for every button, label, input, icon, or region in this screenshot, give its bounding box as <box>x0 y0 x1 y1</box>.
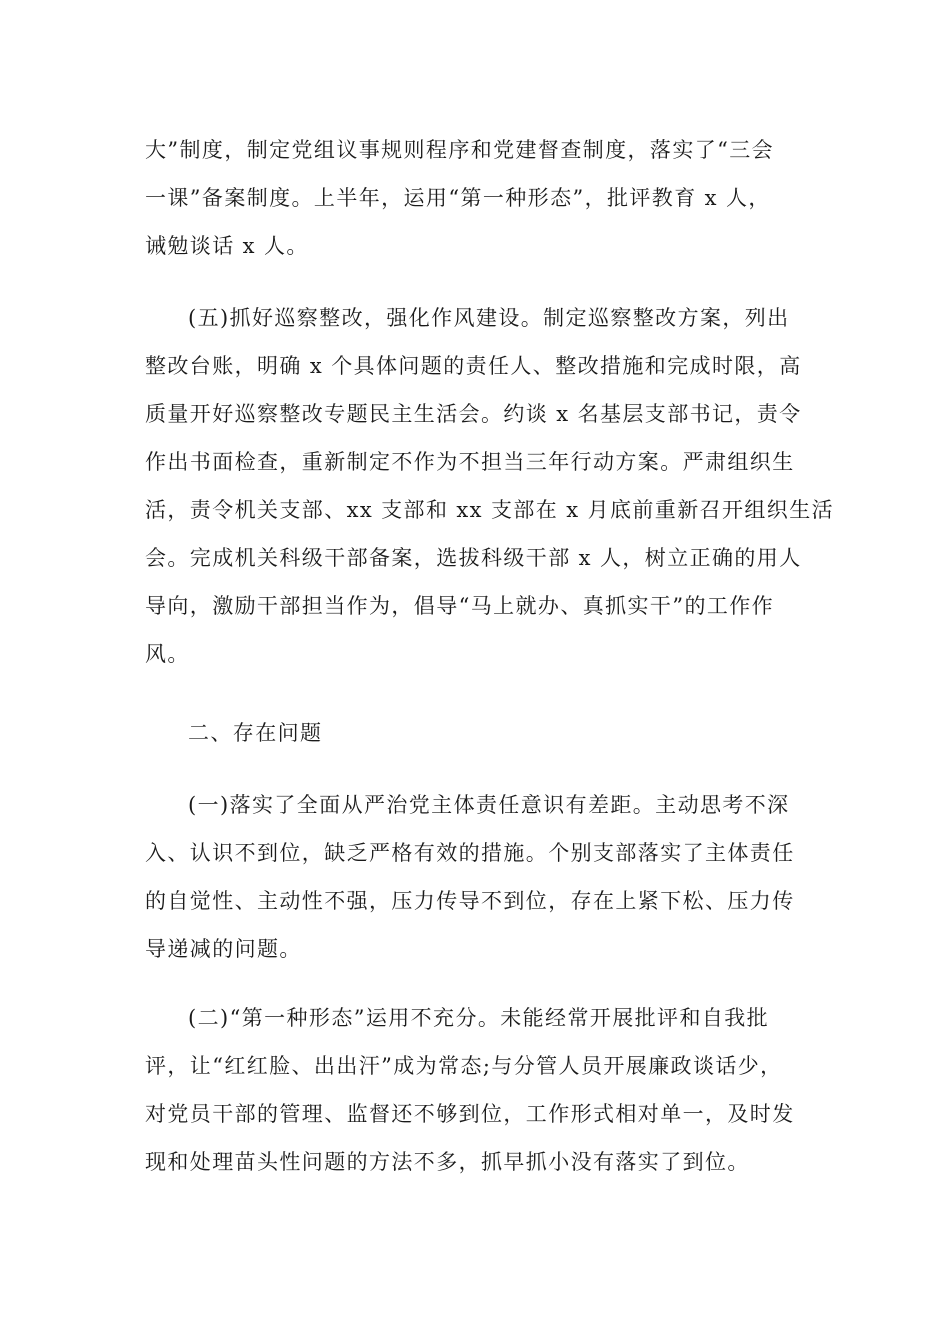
text-line: 整改台账，明确 x 个具体问题的责任人、整改措施和完成时限，高 <box>145 354 802 378</box>
paragraph-4 <box>145 994 810 1186</box>
text-line: 会。完成机关科级干部备案，选拔科级干部 x 人，树立正确的用人 <box>145 546 802 570</box>
text-line: 评，让“红红脸、出出汗”成为常态;与分管人员开展廉政谈话少， <box>145 1054 783 1078</box>
paragraph-3 <box>145 781 810 973</box>
text-line: (二)“第一种形态”运用不充分。未能经常开展批评和自我批 <box>188 1006 770 1030</box>
text-line: 质量开好巡察整改专题民主生活会。约谈 x 名基层支部书记，责令 <box>145 402 802 426</box>
text-line: 现和处理苗头性问题的方法不多，抓早抓小没有落实了到位。 <box>145 1150 750 1174</box>
text-line: 的自觉性、主动性不强，压力传导不到位，存在上紧下松、压力传 <box>145 889 795 913</box>
paragraph-1 <box>145 126 810 270</box>
text-line: 作出书面检查，重新制定不作为不担当三年行动方案。严肃组织生 <box>145 450 795 474</box>
text-line: 大”制度，制定党组议事规则程序和党建督查制度，落实了“三会 <box>145 138 775 162</box>
text-line: (一)落实了全面从严治党主体责任意识有差距。主动思考不深 <box>188 793 790 817</box>
text-line: 导向，激励干部担当作为，倡导“马上就办、真抓实干”的工作作 <box>145 594 775 618</box>
text-line: 导递减的问题。 <box>145 937 302 961</box>
text-line: 诫勉谈话 x 人。 <box>145 234 309 258</box>
text-line: 一课”备案制度。上半年，运用“第一种形态”，批评教育 x 人， <box>145 186 771 210</box>
text-line: 活，责令机关支部、xx 支部和 xx 支部在 x 月底前重新召开组织生活 <box>145 498 834 522</box>
text-line: 风。 <box>145 642 190 666</box>
section-heading <box>145 709 810 757</box>
text-line: 入、认识不到位，缺乏严格有效的措施。个别支部落实了主体责任 <box>145 841 795 865</box>
text-line: (五)抓好巡察整改，强化作风建设。制定巡察整改方案，列出 <box>188 306 790 330</box>
text-line: 对党员干部的管理、监督还不够到位，工作形式相对单一，及时发 <box>145 1102 795 1126</box>
paragraph-2 <box>145 294 834 678</box>
heading-line: 二、存在问题 <box>188 721 323 745</box>
